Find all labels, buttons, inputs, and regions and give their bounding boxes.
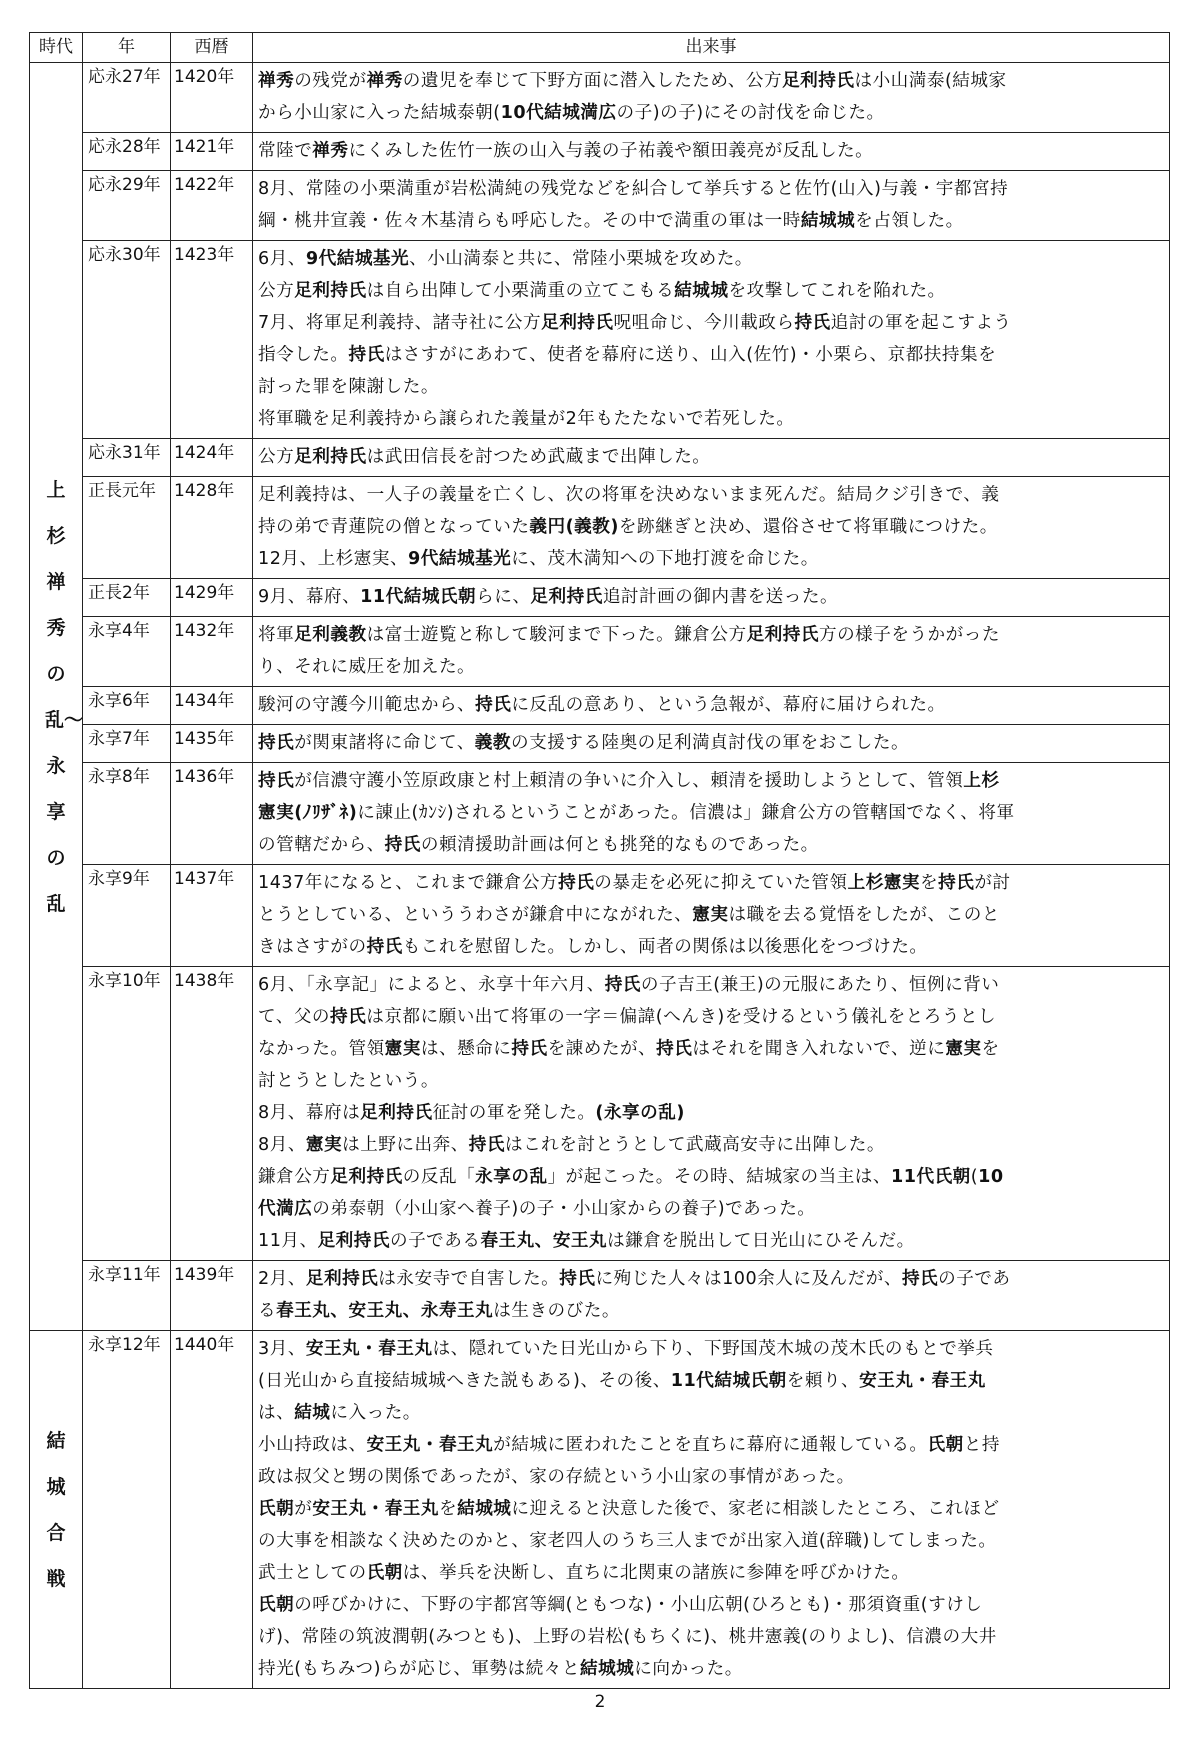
event-text: 公方 [258, 447, 295, 467]
event-line [258, 1295, 1165, 1327]
event-text-bold: 持氏 [559, 1269, 596, 1289]
table-row [30, 171, 1170, 241]
table-row [30, 687, 1170, 725]
event-text: 7月、将軍足利義持、諸寺社に公方 [258, 313, 542, 333]
event-text: に反乱の意あり、という急報が、幕府に届けられた。 [511, 695, 946, 715]
event-text-bold: 春王丸、安王丸 [480, 1231, 608, 1251]
event-text-bold: 上杉憲実 [847, 873, 921, 893]
event-cell [253, 687, 1170, 725]
event-text-bold: 足利持氏 [360, 1103, 433, 1123]
event-text: 6月、 [258, 249, 306, 269]
event-text: 追討計画の御内書を送った。 [602, 587, 839, 607]
event-text-bold: 憲実 [305, 1135, 343, 1155]
header-era: 時代 [30, 33, 83, 63]
event-text: を [438, 1499, 458, 1519]
year-cell: 永享6年 [83, 687, 171, 725]
event-text: は生きのびた。 [493, 1301, 620, 1321]
event-text: は富士遊覧と称して駿河まで下った。鎌倉公方 [366, 625, 747, 645]
event-text: を [920, 873, 939, 893]
event-line [258, 371, 1165, 403]
event-text: を攻撃してこれを陥れた。 [728, 281, 946, 301]
event-text-bold: 氏朝 [927, 1435, 964, 1455]
event-text-bold: 持氏 [558, 873, 595, 893]
event-text-bold: 足利持氏 [530, 587, 603, 607]
western-year-cell: 1435年 [171, 725, 253, 763]
event-text: とうとしている、といううわさが鎌倉中にながれた、 [258, 905, 693, 925]
event-text: 呪咀命じ、今川載政ら [613, 313, 795, 333]
history-table [29, 32, 1170, 1689]
event-cell [253, 763, 1170, 865]
event-text-bold: 義教 [474, 733, 511, 753]
event-text-bold: 代満広 [258, 1199, 313, 1219]
event-line [258, 1461, 1165, 1493]
event-text: 武士としての [258, 1563, 367, 1583]
event-cell [253, 477, 1170, 579]
western-year-cell: 1439年 [171, 1261, 253, 1331]
event-text-bold: 足利持氏 [294, 447, 367, 467]
event-text: は上野に出奔、 [342, 1135, 469, 1155]
event-line [258, 135, 1165, 167]
event-cell [253, 63, 1170, 133]
era-cell [30, 63, 83, 1331]
event-text: は永安寺で自害した。 [378, 1269, 560, 1289]
event-line [258, 619, 1165, 651]
year-cell: 永享7年 [83, 725, 171, 763]
event-text-bold: 憲実 [692, 905, 729, 925]
header-year: 年 [83, 33, 171, 63]
event-text: 8月、常陸の小栗満重が岩松満純の残党などを糾合して挙兵すると佐竹(山入)与義・宇都宮持 [258, 179, 1009, 199]
event-line [258, 969, 1165, 1001]
table-row [30, 63, 1170, 133]
event-text-bold: 9代結城基光 [408, 549, 512, 569]
event-line [258, 797, 1165, 829]
western-year-cell: 1422年 [171, 171, 253, 241]
event-text: は、懸命に [420, 1039, 512, 1059]
event-text: ( [970, 1167, 979, 1187]
event-text-bold: 氏朝 [258, 1499, 295, 1519]
event-text-bold: 結城 [294, 1403, 331, 1423]
event-line [258, 765, 1165, 797]
event-text: は鎌倉を脱出して日光山にひそんだ。 [607, 1231, 915, 1251]
event-text: 9月、幕府、 [258, 587, 361, 607]
event-text: 足利義持は、一人子の義量を亡くし、次の将軍を決めないまま死んだ。結局クジ引きで、義 [258, 485, 1000, 505]
event-text: の残党が [294, 71, 367, 91]
event-text-bold: 上杉 [963, 771, 1000, 791]
event-line [258, 1001, 1165, 1033]
event-line [258, 1589, 1165, 1621]
event-text: は、 [258, 1403, 295, 1423]
western-year-cell: 1438年 [171, 967, 253, 1261]
event-text: は自ら出陣して小栗満重の立てこもる [366, 281, 675, 301]
table-row [30, 477, 1170, 579]
event-text-bold: 安王丸・春王丸 [859, 1371, 986, 1391]
event-text: 持光(もちみつ)らが応じ、軍勢は続々と [258, 1659, 580, 1679]
year-cell: 正長2年 [83, 579, 171, 617]
western-year-cell: 1437年 [171, 865, 253, 967]
event-text-bold: 持氏 [938, 873, 975, 893]
event-text: が [294, 1499, 313, 1519]
event-text-bold: 氏朝 [258, 1595, 295, 1615]
event-line [258, 1397, 1165, 1429]
event-text: 公方 [258, 281, 295, 301]
event-line [258, 339, 1165, 371]
event-line [258, 441, 1165, 473]
event-text-bold: 禅秀 [258, 71, 295, 91]
table-row [30, 617, 1170, 687]
event-text: は職を去る覚悟をしたが、このと [728, 905, 1000, 925]
event-text: の子吉王(兼王)の元服にあたり、恒例に背い [640, 975, 1000, 995]
event-text: 鎌倉公方 [258, 1167, 331, 1187]
event-text: はそれを聞き入れないで、逆に [692, 1039, 946, 1059]
event-text: を頼り、 [786, 1371, 860, 1391]
event-line [258, 867, 1165, 899]
event-text: 討とうとしたという。 [258, 1071, 439, 1091]
event-text: の大事を相談なく決めたのかと、家老四人のうち三人までが出家入道(辞職)してしまった。 [258, 1531, 997, 1551]
event-text-bold: 持氏 [475, 695, 512, 715]
event-text: に向かった。 [634, 1659, 743, 1679]
event-text-bold: 足利持氏 [317, 1231, 390, 1251]
event-line [258, 243, 1165, 275]
event-cell [253, 439, 1170, 477]
header-western-year: 西暦 [171, 33, 253, 63]
event-text-bold: 持氏 [258, 733, 295, 753]
event-text: 討った罪を陳謝した。 [258, 377, 439, 397]
event-text: り、それに威圧を加えた。 [258, 657, 476, 677]
event-text: 6月、「永享記」によると、永享十年六月、 [258, 975, 605, 995]
event-text: の頼清援助計画は何とも挑発的なものであった。 [420, 835, 819, 855]
event-text: て、父の [258, 1007, 331, 1027]
event-text: と持 [963, 1435, 1000, 1455]
event-line [258, 173, 1165, 205]
event-text-bold: 結城城 [579, 1659, 635, 1679]
event-text: は武田信長を討つため武蔵まで出陣した。 [366, 447, 711, 467]
event-text-bold: 結城城 [457, 1499, 512, 1519]
era-label: 結城合戦 [46, 1429, 66, 1590]
event-text: の遺児を奉じて下野方面に潜入したため、公方 [402, 71, 783, 91]
era-label: 上杉禅秀の乱〜永享の乱 [45, 478, 84, 915]
event-text: きはさすがの [258, 937, 367, 957]
event-text-bold: 持氏 [348, 345, 385, 365]
history-body [30, 63, 1170, 1689]
year-cell: 応永30年 [83, 241, 171, 439]
event-line [258, 1557, 1165, 1589]
year-cell: 永享11年 [83, 1261, 171, 1331]
table-row [30, 133, 1170, 171]
event-text: 政は叔父と甥の関係であったが、家の存続という小山家の事情があった。 [258, 1467, 855, 1487]
year-cell: 正長元年 [83, 477, 171, 579]
western-year-cell: 1428年 [171, 477, 253, 579]
event-text-bold: 永享の乱 [475, 1167, 548, 1187]
event-text-bold: 春王丸、安王丸、永寿王丸 [276, 1301, 494, 1321]
event-text: 、小山満泰と共に、常陸小栗城を攻めた。 [409, 249, 753, 269]
event-line [258, 1033, 1165, 1065]
event-text: なかった。管領 [258, 1039, 385, 1059]
event-line [258, 403, 1165, 435]
event-cell [253, 967, 1170, 1261]
event-text-bold: 足利持氏 [541, 313, 614, 333]
event-text: 征討の軍を発した。 [432, 1103, 596, 1123]
event-line [258, 1493, 1165, 1525]
event-text: 綱・桃井宣義・佐々木基清らも呼応した。その中で満重の軍は一時 [258, 211, 801, 231]
event-text: に諌止(ｶﾝｼ)されるということがあった。信濃は」鎌倉公方の管轄国でなく、将軍 [357, 803, 1015, 823]
table-row [30, 241, 1170, 439]
event-text: 駿河の守護今川範忠から、 [258, 695, 476, 715]
event-text-bold: 憲実 [945, 1039, 982, 1059]
event-text: る [258, 1301, 277, 1321]
event-text: 将軍職を足利義持から譲られた義量が2年もたたないで若死した。 [258, 409, 795, 429]
table-row [30, 967, 1170, 1261]
event-text: もこれを慰留した。しかし、両者の関係は以後悪化をつづけた。 [402, 937, 928, 957]
event-text: 11月、 [258, 1231, 318, 1251]
western-year-cell: 1436年 [171, 763, 253, 865]
western-year-cell: 1434年 [171, 687, 253, 725]
event-text: は京都に願い出て将軍の一字＝偏諱(へんき)を受けるという儀礼をとろうとし [366, 1007, 997, 1027]
event-text: は、隠れていた日光山から下り、下野国茂木城の茂木氏のもとで挙兵 [432, 1339, 994, 1359]
event-text-bold: 持氏 [604, 975, 641, 995]
event-text: から小山家に入った結城泰朝( [258, 103, 501, 123]
event-text-bold: 11代氏朝 [891, 1167, 971, 1187]
year-cell: 永享10年 [83, 967, 171, 1261]
event-text-bold: 安王丸・春王丸 [312, 1499, 439, 1519]
year-cell: 応永28年 [83, 133, 171, 171]
event-line [258, 307, 1165, 339]
table-row [30, 865, 1170, 967]
western-year-cell: 1421年 [171, 133, 253, 171]
event-text: が関東諸将に命じて、 [294, 733, 475, 753]
event-text-bold: 足利持氏 [330, 1167, 403, 1187]
event-line [258, 931, 1165, 963]
event-line [258, 899, 1165, 931]
event-text: を [981, 1039, 1000, 1059]
event-text: 」が起こった。その時、結城家の当主は、 [547, 1167, 891, 1187]
event-line [258, 829, 1165, 861]
event-text-bold: 持氏 [656, 1039, 693, 1059]
event-text-bold: 結城城 [800, 211, 856, 231]
western-year-cell: 1440年 [171, 1331, 253, 1689]
event-line [258, 1653, 1165, 1685]
page-number: 2 [594, 1692, 606, 1712]
event-text-bold: 持氏 [468, 1135, 505, 1155]
event-text-bold: 氏朝 [366, 1563, 403, 1583]
era-cell [30, 1331, 83, 1689]
event-line [258, 1333, 1165, 1365]
event-line [258, 1129, 1165, 1161]
event-text: の暴走を必死に抑えていた管領 [594, 873, 848, 893]
event-line [258, 1621, 1165, 1653]
event-text-bold: 持氏 [901, 1269, 939, 1289]
event-text: は、挙兵を決断し、直ちに北関東の諸族に参陣を呼びかけた。 [402, 1563, 910, 1583]
event-text: に入った。 [330, 1403, 421, 1423]
event-line [258, 1525, 1165, 1557]
event-text-bold: 11代結城氏朝 [360, 587, 477, 607]
event-text-bold: 持氏 [366, 937, 403, 957]
event-text-bold: 結城城 [674, 281, 729, 301]
event-text: の子であ [938, 1269, 1011, 1289]
western-year-cell: 1432年 [171, 617, 253, 687]
event-text: は小山満泰(結城家 [854, 71, 1007, 91]
event-line [258, 1225, 1165, 1257]
event-text: らに、 [476, 587, 531, 607]
event-text-bold: 持氏 [794, 313, 831, 333]
event-text-bold: 11代結城氏朝 [670, 1371, 787, 1391]
year-cell: 永享4年 [83, 617, 171, 687]
event-text: 指令した。 [258, 345, 349, 365]
event-line [258, 65, 1165, 97]
event-text: 12月、上杉憲実、 [258, 549, 409, 569]
event-text: の弟泰朝（小山家へ養子)の子・小山家からの養子)であった。 [312, 1199, 816, 1219]
event-text: が討 [974, 873, 1011, 893]
event-text-bold: (永享の乱) [595, 1103, 685, 1123]
event-text: 将軍 [258, 625, 295, 645]
event-line [258, 1097, 1165, 1129]
event-cell [253, 241, 1170, 439]
event-line [258, 727, 1165, 759]
event-text-bold: 禅秀 [312, 141, 349, 161]
event-text-bold: 足利持氏 [294, 281, 367, 301]
event-line [258, 1065, 1165, 1097]
event-cell [253, 1261, 1170, 1331]
event-cell [253, 133, 1170, 171]
event-cell [253, 171, 1170, 241]
event-cell [253, 579, 1170, 617]
event-text-bold: 禅秀 [366, 71, 403, 91]
event-text-bold: 持氏 [258, 771, 295, 791]
event-text: 8月、幕府は [258, 1103, 361, 1123]
event-text: の子である [389, 1231, 481, 1251]
event-text: 3月、 [258, 1339, 306, 1359]
table-row [30, 579, 1170, 617]
year-cell: 永享12年 [83, 1331, 171, 1689]
table-row [30, 1261, 1170, 1331]
event-text: 常陸で [258, 141, 313, 161]
event-text: を跡継ぎと決め、還俗させて将軍職につけた。 [618, 517, 998, 537]
event-line [258, 581, 1165, 613]
event-text-bold: 持氏 [330, 1007, 367, 1027]
event-text-bold: 10代結城満広 [500, 103, 617, 123]
event-line [258, 1193, 1165, 1225]
event-text-bold: 10 [978, 1167, 1004, 1187]
event-text-bold: 足利持氏 [782, 71, 855, 91]
event-cell [253, 1331, 1170, 1689]
event-text: に、茂木満知への下地打渡を命じた。 [511, 549, 819, 569]
event-cell [253, 865, 1170, 967]
event-text-bold: 義円(義教) [529, 517, 619, 537]
event-text: の子)の子)にその討伐を命じた。 [616, 103, 885, 123]
event-text: 8月、 [258, 1135, 306, 1155]
event-text: 2月、 [258, 1269, 306, 1289]
event-text: が結城に匿われたことを直ちに幕府に通報している。 [493, 1435, 928, 1455]
event-text: の管轄だから、 [258, 835, 385, 855]
event-line [258, 479, 1165, 511]
year-cell: 永享9年 [83, 865, 171, 967]
event-text-bold: 持氏 [384, 835, 421, 855]
history-sheet [29, 32, 1169, 1689]
event-text: の反乱「 [402, 1167, 476, 1187]
event-text: (日光山から直接結城城へきた説もある)、その後、 [258, 1371, 671, 1391]
event-text: 方の様子をうかがった [818, 625, 1000, 645]
header-event: 出来事 [253, 33, 1170, 63]
event-text-bold: 安王丸・春王丸 [305, 1339, 433, 1359]
event-line [258, 1365, 1165, 1397]
event-text: を諌めたが、 [547, 1039, 657, 1059]
event-line [258, 511, 1165, 543]
event-text: 持の弟で青蓮院の僧となっていた [258, 517, 530, 537]
table-row [30, 1331, 1170, 1689]
event-text-bold: 9代結城基光 [305, 249, 410, 269]
event-line [258, 1429, 1165, 1461]
event-line [258, 651, 1165, 683]
event-text-bold: 足利持氏 [305, 1269, 379, 1289]
event-text-bold: 安王丸・春王丸 [366, 1435, 494, 1455]
event-cell [253, 617, 1170, 687]
western-year-cell: 1424年 [171, 439, 253, 477]
event-text: に殉じた人々は100余人に及んだが、 [595, 1269, 902, 1289]
western-year-cell: 1423年 [171, 241, 253, 439]
year-cell: 応永29年 [83, 171, 171, 241]
event-line [258, 689, 1165, 721]
event-line [258, 1161, 1165, 1193]
table-row [30, 763, 1170, 865]
table-row [30, 439, 1170, 477]
event-text: の呼びかけに、下野の宇都宮等綱(ともつな)・小山広朝(ひろとも)・那須資重(すけし [294, 1595, 983, 1615]
year-cell: 応永31年 [83, 439, 171, 477]
event-text-bold: 憲実(ﾉﾘｻﾞﾈ) [258, 803, 358, 823]
header-row [30, 33, 1170, 63]
event-text: はこれを討とうとして武蔵高安寺に出陣した。 [504, 1135, 885, 1155]
event-line [258, 543, 1165, 575]
event-text: げ)、常陸の筑波潤朝(みつとも)、上野の岩松(もちくに)、桃井憲義(のりよし)、信濃の大井 [258, 1627, 997, 1647]
event-text: の支援する陸奥の足利満貞討伐の軍をおこした。 [511, 733, 910, 753]
table-row [30, 725, 1170, 763]
event-line [258, 1263, 1165, 1295]
event-text: 1437年になると、これまで鎌倉公方 [258, 873, 559, 893]
western-year-cell: 1429年 [171, 579, 253, 617]
western-year-cell: 1420年 [171, 63, 253, 133]
event-cell [253, 725, 1170, 763]
event-line [258, 97, 1165, 129]
year-cell: 永享8年 [83, 763, 171, 865]
event-text: にくみした佐竹一族の山入与義の子祐義や額田義亮が反乱した。 [348, 141, 874, 161]
event-text: 追討の軍を起こすよう [830, 313, 1012, 333]
event-text-bold: 憲実 [384, 1039, 421, 1059]
event-text: を占領した。 [855, 211, 964, 231]
event-text-bold: 足利持氏 [746, 625, 819, 645]
year-cell: 応永27年 [83, 63, 171, 133]
event-line [258, 205, 1165, 237]
event-text-bold: 持氏 [511, 1039, 548, 1059]
event-text-bold: 足利義教 [294, 625, 367, 645]
event-line [258, 275, 1165, 307]
event-text: に迎えると決意した後で、家老に相談したところ、これほど [511, 1499, 1000, 1519]
event-text: はさすがにあわて、使者を幕府に送り、山入(佐竹)・小栗ら、京都扶持集を [384, 345, 997, 365]
event-text: が信濃守護小笠原政康と村上頼清の争いに介入し、頼清を援助しようとして、管領 [294, 771, 964, 791]
event-text: 小山持政は、 [258, 1435, 367, 1455]
